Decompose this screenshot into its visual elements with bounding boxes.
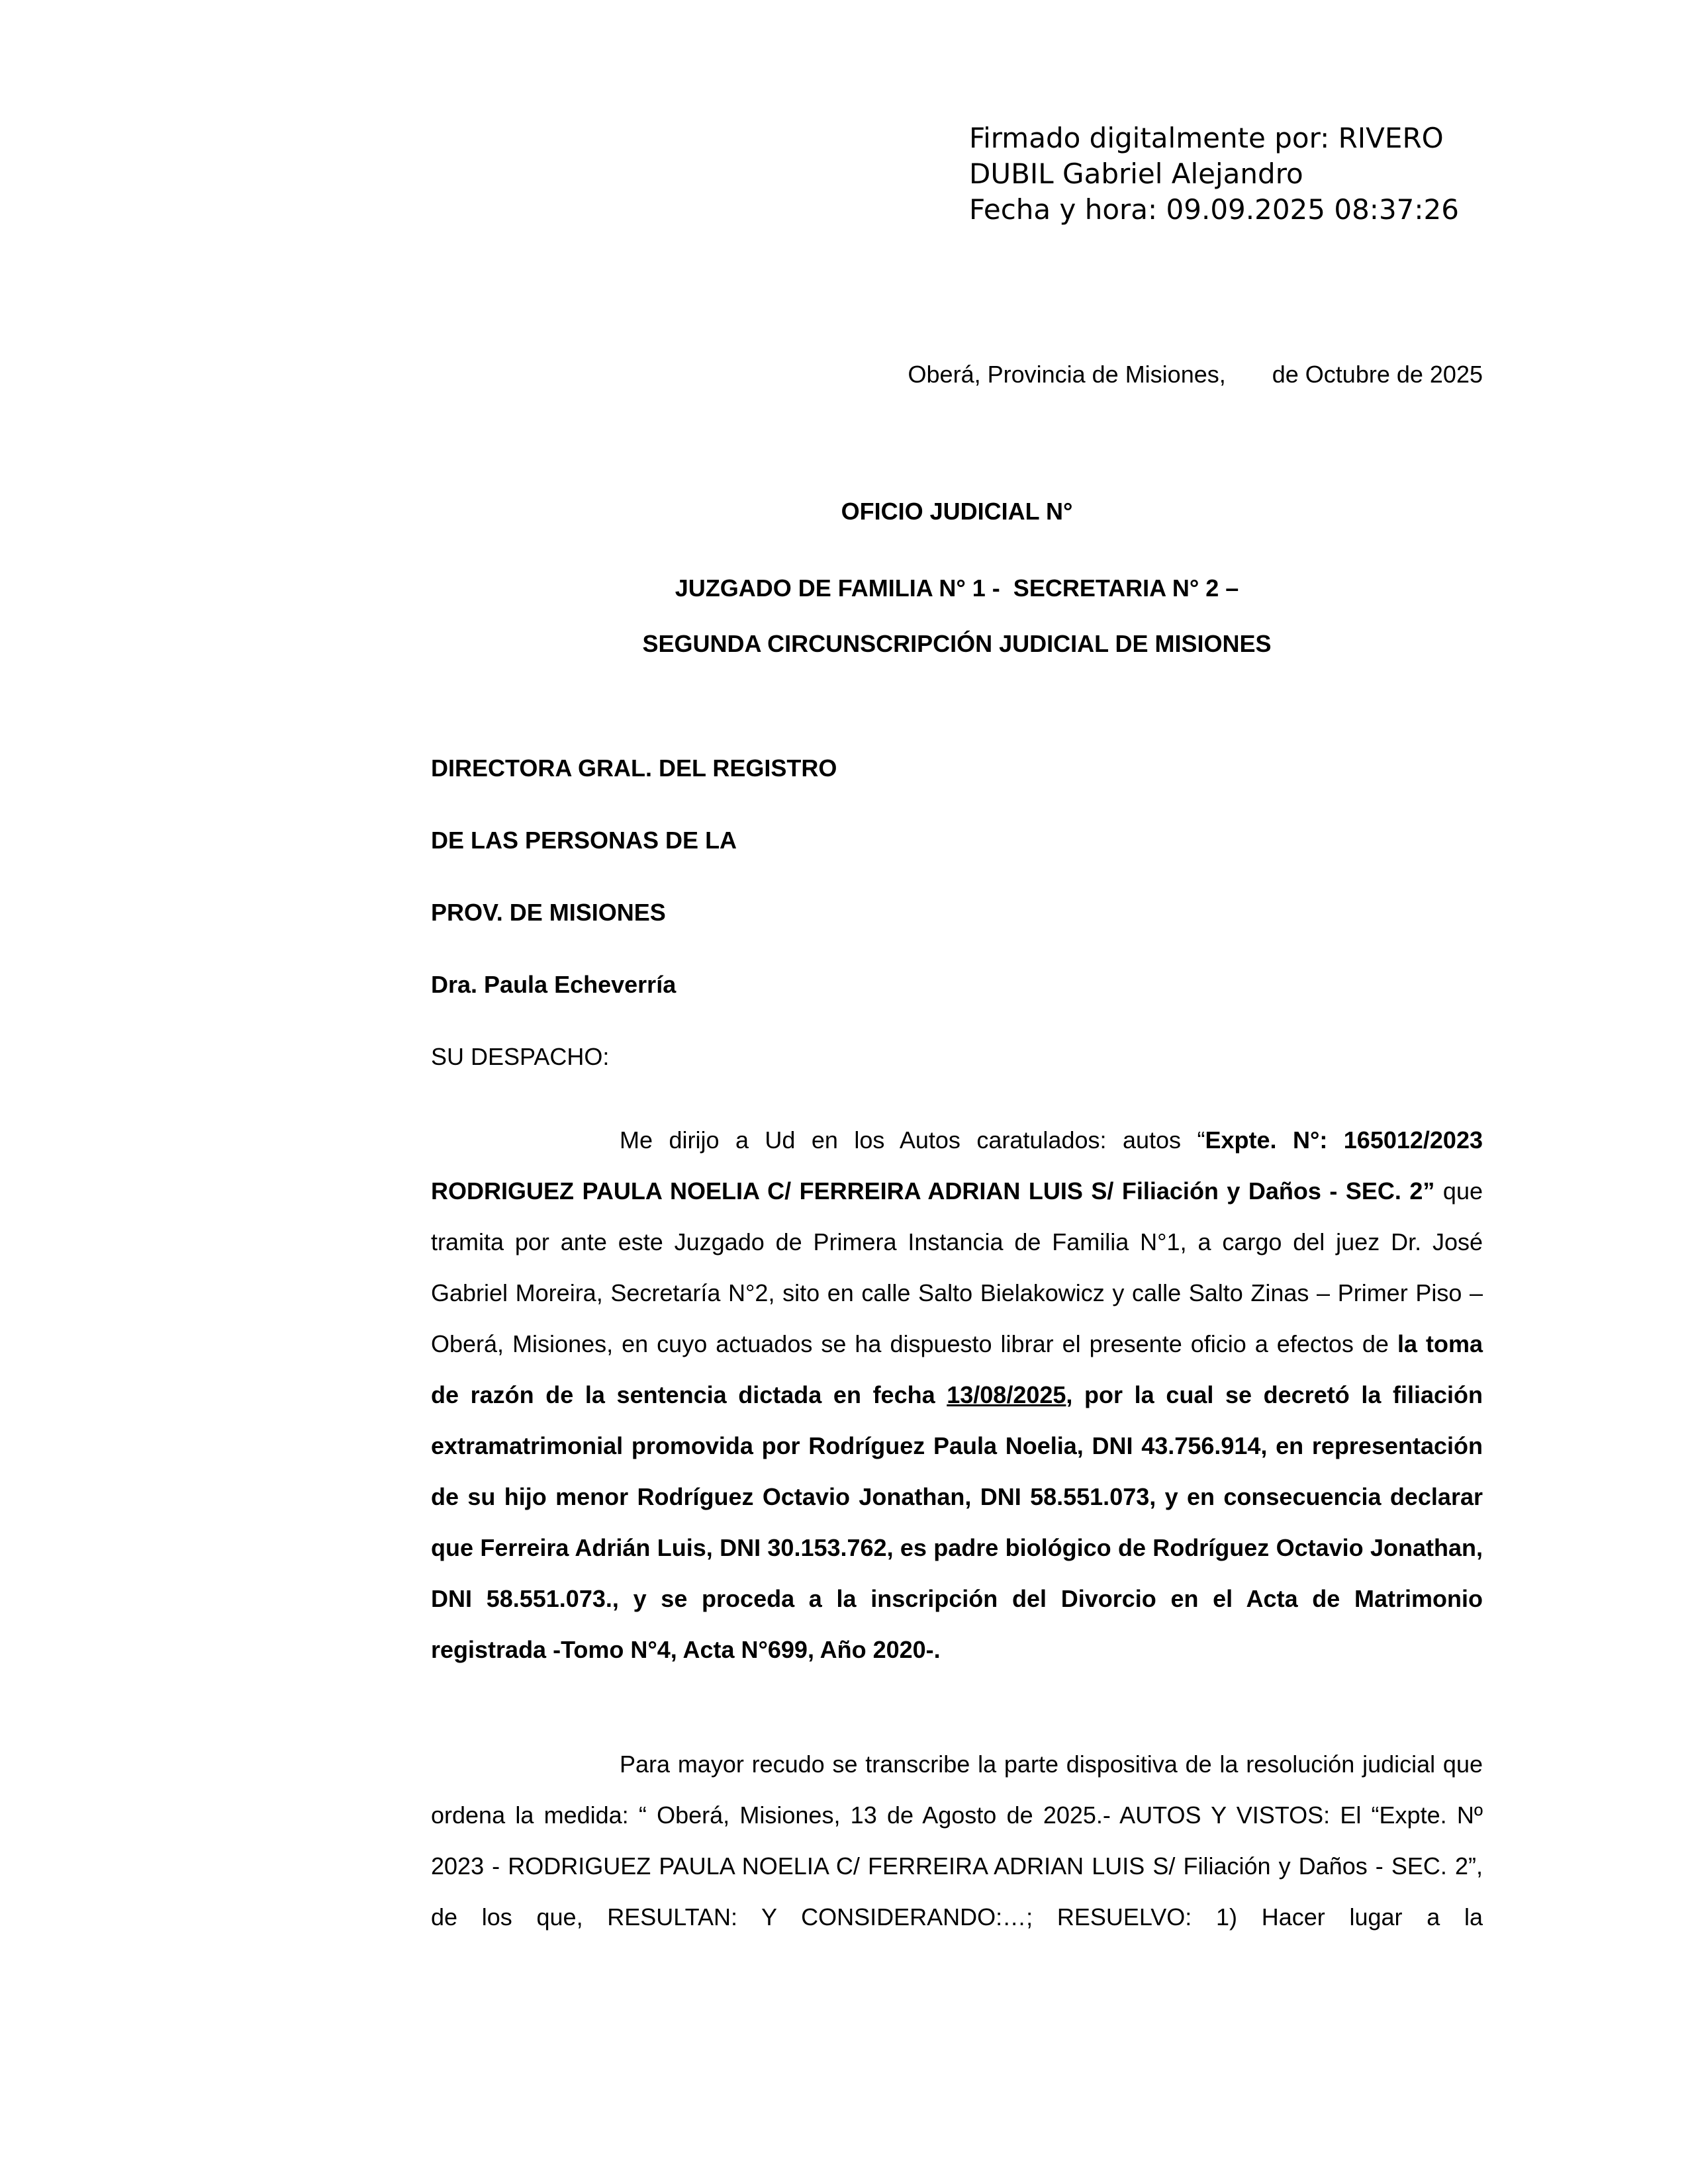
document-title: OFICIO JUDICIAL N° bbox=[841, 498, 1073, 525]
p1-intro-text: Me dirijo a Ud en los Autos caratulados: autos “ bbox=[620, 1126, 1205, 1154]
place-date-line: Oberá, Provincia de Misiones, de Octubre de 2025 bbox=[908, 361, 1483, 388]
addressee-line-3: PROV. DE MISIONES bbox=[431, 899, 666, 926]
signature-line-1: Firmado digitalmente por: RIVERO bbox=[969, 122, 1444, 154]
addressee-su-despacho: SU DESPACHO: bbox=[431, 1043, 610, 1070]
document-body bbox=[431, 1115, 1483, 1942]
signature-line-3: Fecha y hora: 09.09.2025 08:37:26 bbox=[969, 193, 1459, 226]
p1-medida-bold: la toma de razón de la sentencia dictada en fecha bbox=[431, 1330, 1483, 1408]
digital-signature-stamp bbox=[969, 120, 1459, 228]
paragraph-oficio bbox=[431, 1115, 1483, 1675]
court-name-line-1: JUZGADO DE FAMILIA N° 1 - SECRETARIA N° 2 – bbox=[675, 574, 1239, 602]
p1-expediente-bold: Expte. N°: 165012/2023 RODRIGUEZ PAULA NOELIA C/ FERREIRA ADRIAN LUIS S/ Filiación y Daños - SEC. 2” bbox=[431, 1126, 1483, 1205]
addressee-line-2: DE LAS PERSONAS DE LA bbox=[431, 827, 737, 854]
paragraph-transcripcion: Para mayor recudo se transcribe la parte dispositiva de la resolución judicial que ordena la medida: “ Oberá, Misiones, 13 de Agosto de 2025.- AUTOS Y VISTOS: El “Expte. Nº 2023 - RODRIGUEZ PAULA NOELIA C/ FERREIRA ADRIAN LUIS S/ Filiación y Daños - SEC. 2”, de los que, RESULTAN: Y CONSIDERANDO:…; RESUELVO: 1) Hacer lugar a la bbox=[431, 1751, 1483, 1931]
p1-resolucion-bold: , por la cual se decretó la filiación extramatrimonial promovida por Rodríguez Paula Noelia, DNI 43.756.914, en representación de su hijo menor Rodríguez Octavio Jonathan, DNI 58.551.073, y en consecuencia declarar que Ferreira Adrián Luis, DNI 30.153.762, es padre biológico de Rodríguez Octavio Jonathan, DNI 58.551.073., y se proceda a la inscripción del Divorcio en el Acta de Matrimonio registrada -Tomo N°4, Acta N°699, Año 2020-. bbox=[431, 1381, 1483, 1663]
court-name-line-2: SEGUNDA CIRCUNSCRIPCIÓN JUDICIAL DE MISIONES bbox=[642, 630, 1272, 657]
addressee-block bbox=[431, 732, 1483, 1093]
signature-line-2: DUBIL Gabriel Alejandro bbox=[969, 158, 1303, 190]
addressee-doctor-name: Dra. Paula Echeverría bbox=[431, 971, 677, 998]
p1-fecha-sentencia: 13/08/2025 bbox=[947, 1381, 1066, 1408]
addressee-line-1: DIRECTORA GRAL. DEL REGISTRO bbox=[431, 754, 837, 782]
p1-tramite-text: que tramita por ante este Juzgado de Primera Instancia de Familia N°1, a cargo del juez Dr. José Gabriel Moreira, Secretaría N°2, sito en calle Salto Bielakowicz y calle Salto Zinas – Primer Piso – Oberá, Misiones, en cuyo actuados se ha dispuesto librar el presente oficio a efectos de bbox=[431, 1177, 1483, 1357]
